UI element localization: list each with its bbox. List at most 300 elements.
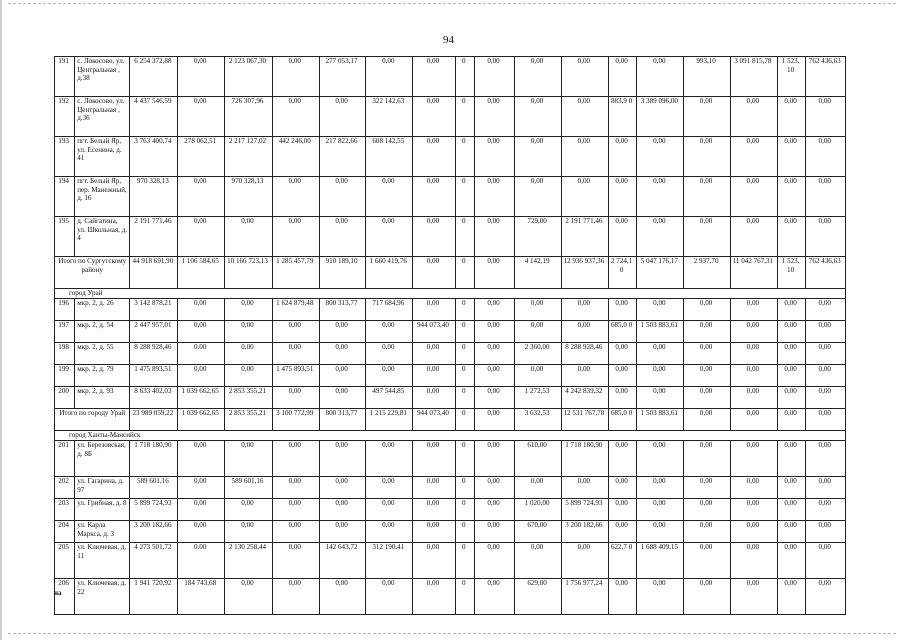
value-cell: 0,00 — [608, 57, 637, 97]
total-value-cell: 12 531 767,78 — [561, 409, 608, 431]
value-cell: 0,00 — [806, 299, 846, 321]
top-scan-line — [8, 3, 896, 4]
total-value-cell: 0 — [455, 257, 474, 289]
value-cell: 8 288 928,46 — [130, 343, 178, 365]
value-cell: 0,00 — [272, 177, 319, 217]
value-cell: 3 200 182,66 — [130, 521, 178, 543]
value-cell: 0,00 — [474, 521, 514, 543]
value-cell: 0,00 — [272, 477, 319, 499]
value-cell: 0 — [455, 321, 474, 343]
value-cell: 0,00 — [684, 343, 731, 365]
value-cell: 0,00 — [730, 387, 777, 409]
table-row — [55, 217, 846, 257]
total-label-cell: Итого по городу Урай — [55, 409, 130, 431]
total-value-cell: 685,0 0 — [608, 409, 637, 431]
value-cell: 5 899 724,93 — [561, 499, 608, 521]
value-cell: 0,00 — [319, 477, 366, 499]
table-row — [55, 97, 846, 137]
row-number-cell: 197 — [55, 321, 75, 343]
total-value-cell: 1 503 883,61 — [637, 409, 684, 431]
value-cell: 0,00 — [474, 321, 514, 343]
address-cell: мкр. 2, д. 26 — [75, 299, 130, 321]
value-cell: 0,00 — [413, 477, 456, 499]
value-cell: 0,00 — [637, 57, 684, 97]
value-cell: 184 743,68 — [178, 579, 225, 615]
value-cell: 0,00 — [413, 217, 456, 257]
value-cell: 2 853 355,21 — [225, 387, 273, 409]
value-cell: 0,00 — [561, 57, 608, 97]
value-cell: 2 217 127,02 — [225, 137, 273, 177]
value-cell: 6 254 372,88 — [130, 57, 178, 97]
value-cell: 2 123 067,30 — [225, 57, 273, 97]
bottom-scan-line — [8, 633, 896, 634]
value-cell: 312 190,41 — [366, 543, 413, 579]
value-cell: 0,00 — [608, 137, 637, 177]
row-number-cell: 194 — [55, 177, 75, 217]
value-cell: 0,00 — [413, 299, 456, 321]
value-cell: 0,00 — [730, 477, 777, 499]
total-value-cell: 2 724,1 0 — [608, 257, 637, 289]
row-number-cell: 192 — [55, 97, 75, 137]
value-cell: 0,00 — [684, 217, 731, 257]
value-cell: 1 718 180,90 — [130, 441, 178, 477]
value-cell: 2 360,00 — [515, 343, 562, 365]
total-value-cell: 800 313,77 — [319, 409, 366, 431]
value-cell: 4 242 839,32 — [561, 387, 608, 409]
value-cell: 0,00 — [272, 521, 319, 543]
value-cell: 277 053,17 — [319, 57, 366, 97]
value-cell: 0,00 — [178, 321, 225, 343]
value-cell: 0,00 — [366, 441, 413, 477]
row-number-cell: 206 — [55, 579, 75, 615]
value-cell: 0 — [455, 477, 474, 499]
value-cell: 0,00 — [637, 521, 684, 543]
value-cell: 0,00 — [684, 521, 731, 543]
total-value-cell: 10 166 723,13 — [225, 257, 273, 289]
total-value-cell: 0,00 — [730, 409, 777, 431]
value-cell: 0,00 — [730, 97, 777, 137]
value-cell: 0,00 — [366, 177, 413, 217]
value-cell: 0,00 — [515, 299, 562, 321]
value-cell: 0 — [455, 177, 474, 217]
value-cell: 0,00 — [684, 177, 731, 217]
value-cell: 0,00 — [730, 521, 777, 543]
row-number-cell: 199 — [55, 365, 75, 387]
table-row — [55, 321, 846, 343]
city-section-row — [55, 431, 846, 441]
value-cell: 0,00 — [515, 137, 562, 177]
value-cell: 0,00 — [561, 177, 608, 217]
value-cell: 0,00 — [178, 441, 225, 477]
value-cell: 0,00 — [272, 57, 319, 97]
total-value-cell: 1 285 457,79 — [272, 257, 319, 289]
value-cell: 8 288 928,46 — [561, 343, 608, 365]
value-cell: 0,00 — [806, 477, 846, 499]
value-cell: 0,00 — [319, 217, 366, 257]
value-cell: 0,00 — [806, 97, 846, 137]
row-number-cell: 193 — [55, 137, 75, 177]
value-cell: 0,00 — [608, 499, 637, 521]
total-value-cell: 0,00 — [474, 409, 514, 431]
value-cell: 0,00 — [684, 97, 731, 137]
value-cell: 2 447 957,01 — [130, 321, 178, 343]
value-cell: 0,00 — [806, 321, 846, 343]
address-cell: мкр. 2, д. 93 — [75, 387, 130, 409]
value-cell: 0,00 — [637, 477, 684, 499]
value-cell: 0,00 — [272, 499, 319, 521]
value-cell: 0,00 — [806, 499, 846, 521]
value-cell: 622,7 0 — [608, 543, 637, 579]
value-cell: 1 039 662,65 — [178, 387, 225, 409]
value-cell: 0,00 — [684, 137, 731, 177]
value-cell: 0,00 — [178, 343, 225, 365]
value-cell: 0,00 — [319, 365, 366, 387]
table-row — [55, 543, 846, 579]
value-cell: 0,00 — [366, 343, 413, 365]
value-cell: 0,00 — [684, 579, 731, 615]
value-cell: 0,00 — [178, 217, 225, 257]
value-cell: 0,00 — [366, 477, 413, 499]
value-cell: 762 436,63 — [806, 57, 846, 97]
value-cell: 0,00 — [319, 343, 366, 365]
value-cell: 0,00 — [608, 521, 637, 543]
value-cell: 0 — [455, 365, 474, 387]
value-cell: 0,00 — [178, 97, 225, 137]
value-cell: 0,00 — [366, 365, 413, 387]
value-cell: 0,00 — [515, 477, 562, 499]
value-cell: 0,00 — [777, 579, 806, 615]
value-cell: 0,00 — [413, 97, 456, 137]
value-cell: 0,00 — [637, 441, 684, 477]
city-section-label: город Ханты-Мансийск — [55, 431, 846, 441]
value-cell: 1 272,53 — [515, 387, 562, 409]
address-cell: ул. Карла Маркса, д. 3 — [75, 521, 130, 543]
value-cell: 0,00 — [474, 365, 514, 387]
value-cell: 1 688 409,15 — [637, 543, 684, 579]
value-cell: 322 142,63 — [366, 97, 413, 137]
value-cell: 0,00 — [608, 343, 637, 365]
value-cell: 2 191 771,46 — [130, 217, 178, 257]
value-cell: 0,00 — [272, 387, 319, 409]
row-number-cell: 198 — [55, 343, 75, 365]
value-cell: 0,00 — [684, 499, 731, 521]
value-cell: 883,9 0 — [608, 97, 637, 137]
value-cell: 0,00 — [474, 57, 514, 97]
value-cell: 0,00 — [413, 499, 456, 521]
value-cell: 0,00 — [637, 177, 684, 217]
value-cell: 0,00 — [413, 579, 456, 615]
value-cell: 0,00 — [561, 137, 608, 177]
value-cell: 0,00 — [777, 97, 806, 137]
total-value-cell: 944 073,40 — [413, 409, 456, 431]
value-cell: 0,00 — [561, 321, 608, 343]
value-cell: 0,00 — [319, 579, 366, 615]
value-cell: 0,00 — [637, 217, 684, 257]
value-cell: 0,00 — [777, 321, 806, 343]
value-cell: 0,00 — [515, 97, 562, 137]
value-cell: 0,00 — [806, 543, 846, 579]
value-cell: 0,00 — [806, 217, 846, 257]
value-cell: 0,00 — [637, 343, 684, 365]
value-cell: 0,00 — [225, 441, 273, 477]
value-cell: 0,00 — [272, 97, 319, 137]
value-cell: 0,00 — [413, 177, 456, 217]
address-cell: ул. Березовская, д. 8Б — [75, 441, 130, 477]
value-cell: 0 — [455, 343, 474, 365]
value-cell: 0,00 — [474, 579, 514, 615]
value-cell: 0 — [455, 57, 474, 97]
value-cell: 0,00 — [366, 499, 413, 521]
value-cell: 442 246,00 — [272, 137, 319, 177]
value-cell: 0,00 — [777, 343, 806, 365]
value-cell: 0,00 — [225, 299, 273, 321]
value-cell: 0,00 — [474, 387, 514, 409]
value-cell: 970 328,13 — [130, 177, 178, 217]
address-cell: ул. Ключевая, д. 22 — [75, 579, 130, 615]
value-cell: 0,00 — [272, 343, 319, 365]
scan-edge — [0, 0, 2, 640]
page-number: 94 — [443, 34, 454, 46]
value-cell: 0,00 — [730, 441, 777, 477]
value-cell: 0,00 — [561, 299, 608, 321]
value-cell: 0,00 — [515, 177, 562, 217]
value-cell: 729,00 — [515, 217, 562, 257]
value-cell: 0 — [455, 499, 474, 521]
value-cell: 1 941 720,92 — [130, 579, 178, 615]
value-cell: 0,00 — [178, 57, 225, 97]
total-value-cell: 762 436,63 — [806, 257, 846, 289]
value-cell: 0,00 — [730, 177, 777, 217]
table-row — [55, 343, 846, 365]
value-cell: 670,00 — [515, 521, 562, 543]
value-cell: 0,00 — [608, 579, 637, 615]
value-cell: 5 899 724,93 — [130, 499, 178, 521]
value-cell: 0,00 — [684, 365, 731, 387]
value-cell: 0,00 — [178, 365, 225, 387]
value-cell: 0,00 — [608, 177, 637, 217]
value-cell: 0,00 — [806, 521, 846, 543]
value-cell: 0,00 — [225, 343, 273, 365]
total-value-cell: 0 — [455, 409, 474, 431]
value-cell: 0,00 — [777, 499, 806, 521]
total-value-cell: 0,00 — [413, 257, 456, 289]
city-section-label: город Урай — [55, 289, 846, 299]
value-cell: 217 822,66 — [319, 137, 366, 177]
value-cell: 3 091 815,78 — [730, 57, 777, 97]
value-cell: 0,00 — [730, 299, 777, 321]
value-cell: 0,00 — [178, 499, 225, 521]
value-cell: 0,00 — [806, 177, 846, 217]
value-cell: 0,00 — [730, 321, 777, 343]
total-value-cell: 0,00 — [684, 409, 731, 431]
total-value-cell: 0,00 — [777, 409, 806, 431]
value-cell: 0,00 — [777, 441, 806, 477]
value-cell: 0,00 — [272, 441, 319, 477]
value-cell: 0 — [455, 521, 474, 543]
value-cell: 4 437 546,59 — [130, 97, 178, 137]
total-row — [55, 409, 846, 431]
value-cell: 1 020,00 — [515, 499, 562, 521]
total-value-cell: 4 142,19 — [515, 257, 562, 289]
value-cell: 0,00 — [515, 321, 562, 343]
value-cell: 1 503 883,61 — [637, 321, 684, 343]
value-cell: 0,00 — [178, 543, 225, 579]
value-cell: 0,00 — [637, 365, 684, 387]
value-cell: 0,00 — [730, 579, 777, 615]
value-cell: 278 062,51 — [178, 137, 225, 177]
value-cell: 685,0 0 — [608, 321, 637, 343]
value-cell: 0,00 — [608, 365, 637, 387]
table-row — [55, 441, 846, 477]
value-cell: 1 523, 10 — [777, 57, 806, 97]
value-cell: 944 073,40 — [413, 321, 456, 343]
total-value-cell: 1 660 419,76 — [366, 257, 413, 289]
row-number-cell: 200 — [55, 387, 75, 409]
total-value-cell: 3 632,53 — [515, 409, 562, 431]
value-cell: 970 328,13 — [225, 177, 273, 217]
value-cell: 0,00 — [777, 299, 806, 321]
value-cell: 0,00 — [413, 387, 456, 409]
value-cell: 0,00 — [319, 97, 366, 137]
address-cell: ул. Ключевая, д. 11 — [75, 543, 130, 579]
value-cell: 0,00 — [806, 387, 846, 409]
value-cell: 800 313,77 — [319, 299, 366, 321]
total-value-cell: 0,00 — [474, 257, 514, 289]
row-number-cell: 205 — [55, 543, 75, 579]
total-value-cell: 23 989 059,22 — [130, 409, 178, 431]
value-cell: 589 601,16 — [130, 477, 178, 499]
address-cell: мкр. 2, д. 54 — [75, 321, 130, 343]
value-cell: 142 643,72 — [319, 543, 366, 579]
total-label-cell: Итого по Сургутскому району — [55, 257, 130, 289]
value-cell: 0,00 — [637, 499, 684, 521]
value-cell: 0,00 — [413, 343, 456, 365]
table-row — [55, 387, 846, 409]
value-cell: 993,10 — [684, 57, 731, 97]
value-cell: 0,00 — [730, 343, 777, 365]
value-cell: 0,00 — [608, 441, 637, 477]
value-cell: 608 142,55 — [366, 137, 413, 177]
value-cell: 0,00 — [474, 543, 514, 579]
value-cell: 0,00 — [413, 543, 456, 579]
value-cell: 0,00 — [225, 321, 273, 343]
total-value-cell: 3 100 772,99 — [272, 409, 319, 431]
value-cell: 2 191 771,46 — [561, 217, 608, 257]
total-value-cell: 1 106 584,65 — [178, 257, 225, 289]
value-cell: 0,00 — [474, 343, 514, 365]
value-cell: 717 684,96 — [366, 299, 413, 321]
total-value-cell: 910 189,10 — [319, 257, 366, 289]
value-cell: 0,00 — [777, 521, 806, 543]
register-table — [54, 56, 846, 615]
total-value-cell: 1 215 229,81 — [366, 409, 413, 431]
table-row — [55, 477, 846, 499]
city-section-row — [55, 289, 846, 299]
address-cell: пгт. Белый Яр, пер. Манежный, д. 16 — [75, 177, 130, 217]
value-cell: 2 130 258,44 — [225, 543, 273, 579]
value-cell: 0,00 — [777, 387, 806, 409]
value-cell: 0,00 — [474, 299, 514, 321]
value-cell: 0,00 — [178, 299, 225, 321]
value-cell: 0,00 — [515, 365, 562, 387]
table-row — [55, 299, 846, 321]
value-cell: 0,00 — [474, 441, 514, 477]
value-cell: 0,00 — [319, 321, 366, 343]
value-cell: 0 — [455, 97, 474, 137]
address-cell: ул. Грибная, д. 8 — [75, 499, 130, 521]
value-cell: 0,00 — [777, 477, 806, 499]
value-cell: 0,00 — [413, 441, 456, 477]
table-row — [55, 365, 846, 387]
register-table-body — [55, 57, 846, 615]
value-cell: 0,00 — [684, 387, 731, 409]
value-cell: 0,00 — [608, 299, 637, 321]
value-cell: 0,00 — [608, 387, 637, 409]
table-row — [55, 57, 846, 97]
value-cell: 0,00 — [806, 441, 846, 477]
value-cell: 0,00 — [178, 521, 225, 543]
value-cell: 0,00 — [178, 177, 225, 217]
value-cell: 0,00 — [561, 365, 608, 387]
value-cell: 0,00 — [272, 321, 319, 343]
value-cell: 3 200 182,66 — [561, 521, 608, 543]
value-cell: 0,00 — [225, 217, 273, 257]
value-cell: 1 718 180,90 — [561, 441, 608, 477]
table-row — [55, 579, 846, 615]
value-cell: 0,00 — [777, 177, 806, 217]
row-number-cell: 202 — [55, 477, 75, 499]
value-cell: 3 763 400,74 — [130, 137, 178, 177]
value-cell: 3 389 096,00 — [637, 97, 684, 137]
value-cell: 0,00 — [777, 543, 806, 579]
value-cell: 0,00 — [684, 543, 731, 579]
table-row — [55, 177, 846, 217]
value-cell: 0,00 — [225, 499, 273, 521]
address-cell: пгт. Белый Яр, ул. Есенина, д. 41 — [75, 137, 130, 177]
value-cell: 0,00 — [474, 137, 514, 177]
value-cell: 0,00 — [515, 543, 562, 579]
value-cell: 0,00 — [413, 521, 456, 543]
value-cell: 0 — [455, 543, 474, 579]
footnote: на — [54, 589, 62, 597]
value-cell: 0,00 — [806, 579, 846, 615]
value-cell: 1 624 879,48 — [272, 299, 319, 321]
value-cell: 0,00 — [730, 365, 777, 387]
value-cell: 0,00 — [730, 543, 777, 579]
address-cell: д. Сайгатина, ул. Школьная, д. 4 — [75, 217, 130, 257]
value-cell: 0,00 — [366, 521, 413, 543]
total-value-cell: 5 047 176,17 — [637, 257, 684, 289]
address-cell: ул. Гагарина, д. 97 — [75, 477, 130, 499]
value-cell: 0,00 — [684, 477, 731, 499]
value-cell: 3 142 878,21 — [130, 299, 178, 321]
value-cell: 0,00 — [806, 365, 846, 387]
value-cell: 0 — [455, 217, 474, 257]
value-cell: 0,00 — [366, 579, 413, 615]
table-row — [55, 521, 846, 543]
value-cell: 0,00 — [474, 477, 514, 499]
address-cell: с. Локосово, ул. Центральная , д.38 — [75, 57, 130, 97]
value-cell: 0,00 — [319, 521, 366, 543]
value-cell: 0,00 — [178, 477, 225, 499]
value-cell: 0 — [455, 579, 474, 615]
value-cell: 0,00 — [730, 499, 777, 521]
value-cell: 0,00 — [684, 441, 731, 477]
total-value-cell: 2 937,70 — [684, 257, 731, 289]
value-cell: 0,00 — [413, 365, 456, 387]
row-number-cell: 191 — [55, 57, 75, 97]
value-cell: 0,00 — [319, 441, 366, 477]
